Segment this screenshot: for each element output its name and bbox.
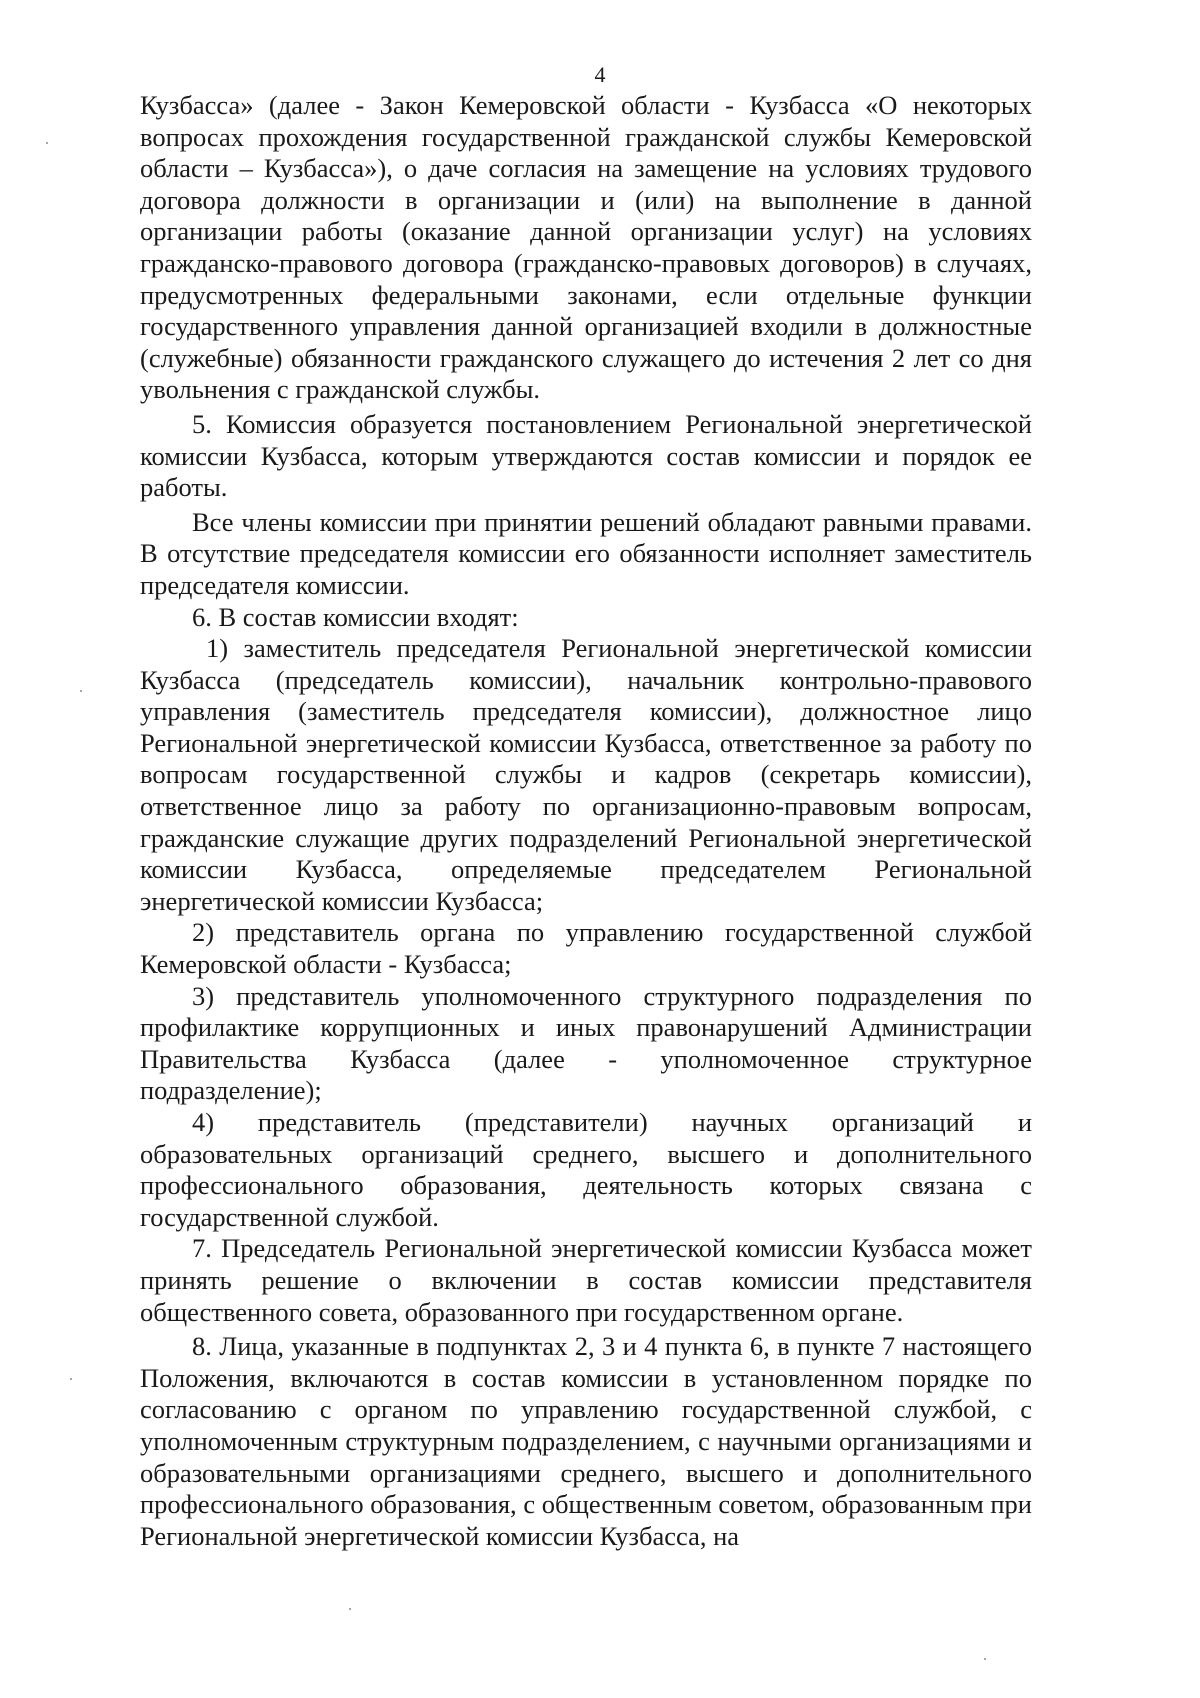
paragraph-item-6: 6. В состав комиссии входят:	[192, 601, 519, 632]
paragraph-item-8: 8. Лица, указанные в подпунктах 2, 3 и 4 пункта 6, в пункте 7 настоящего Положения, включаются в состав комиссии в установленном порядке по согласованию с органом по управлению государственной службой, с уполномоченным структурным подразделением, с научными организациями и образовательными организациями среднего, высшего и дополнительного профессионального образования, с общественным советом, образованным при Региональной энергетической комиссии Кузбасса, на	[140, 1331, 1032, 1551]
scan-speck	[984, 1658, 986, 1660]
document-body	[140, 90, 1032, 1552]
scan-speck	[70, 1378, 72, 1380]
paragraph-subitem-1: 1) заместитель председателя Региональной энергетической комиссии Кузбасса (председатель комиссии), начальник контрольно-правового управления (заместитель председателя комиссии), должностное лицо Региональной энергетической комиссии Кузбасса, ответственное за работу по вопросам государственной службы и кадров (секретарь комиссии), ответственное лицо за работу по организационно-правовым вопросам, гражданские служащие других подразделений Региональной энергетической комиссии Кузбасса, определяемые председателем Региональной энергетической комиссии Кузбасса;	[140, 633, 1032, 916]
paragraph-members-rights: Все члены комиссии при принятии решений обладают равными правами. В отсутствие председателя комиссии его обязанности исполняет заместитель председателя комиссии.	[140, 506, 1032, 600]
paragraph-subitem-2: 2) представитель органа по управлению государственной службой Кемеровской области - Кузбасса;	[140, 917, 1032, 980]
paragraph-continuation: Кузбасса» (далее - Закон Кемеровской области - Кузбасса «О некоторых вопросах прохождения государственной гражданской службы Кемеровской области – Кузбасса»), о даче согласия на замещение на условиях трудового договора должности в организации и (или) на выполнение в данной организации работы (оказание данной организации услуг) на условиях гражданско-правового договора (гражданско-правовых договоров) в случаях, предусмотренных федеральными законами, если отдельные функции государственного управления данной организацией входили в должностные (служебные) обязанности гражданского служащего до истечения 2 лет со дня увольнения с гражданской службы.	[140, 90, 1032, 405]
scan-speck	[80, 690, 82, 692]
paragraph-subitem-4: 4) представитель (представители) научных организаций и образовательных организаций среднего, высшего и дополнительного профессионального образования, деятельность которых связана с государственной службой.	[140, 1107, 1032, 1232]
paragraph-item-7: 7. Председатель Региональной энергетической комиссии Кузбасса может принять решение о включении в состав комиссии представителя общественного совета, образованного при государственном органе.	[140, 1233, 1032, 1327]
scan-speck	[349, 1608, 351, 1610]
paragraph-subitem-3: 3) представитель уполномоченного структурного подразделения по профилактике коррупционных и иных правонарушений Администрации Правительства Кузбасса (далее - уполномоченное структурное подразделение);	[140, 980, 1032, 1106]
scan-speck	[46, 142, 48, 144]
page-number: 4	[594, 62, 606, 87]
paragraph-item-5: 5. Комиссия образуется постановлением Региональной энергетической комиссии Кузбасса, которым утверждаются состав комиссии и порядок ее работы.	[140, 408, 1032, 503]
